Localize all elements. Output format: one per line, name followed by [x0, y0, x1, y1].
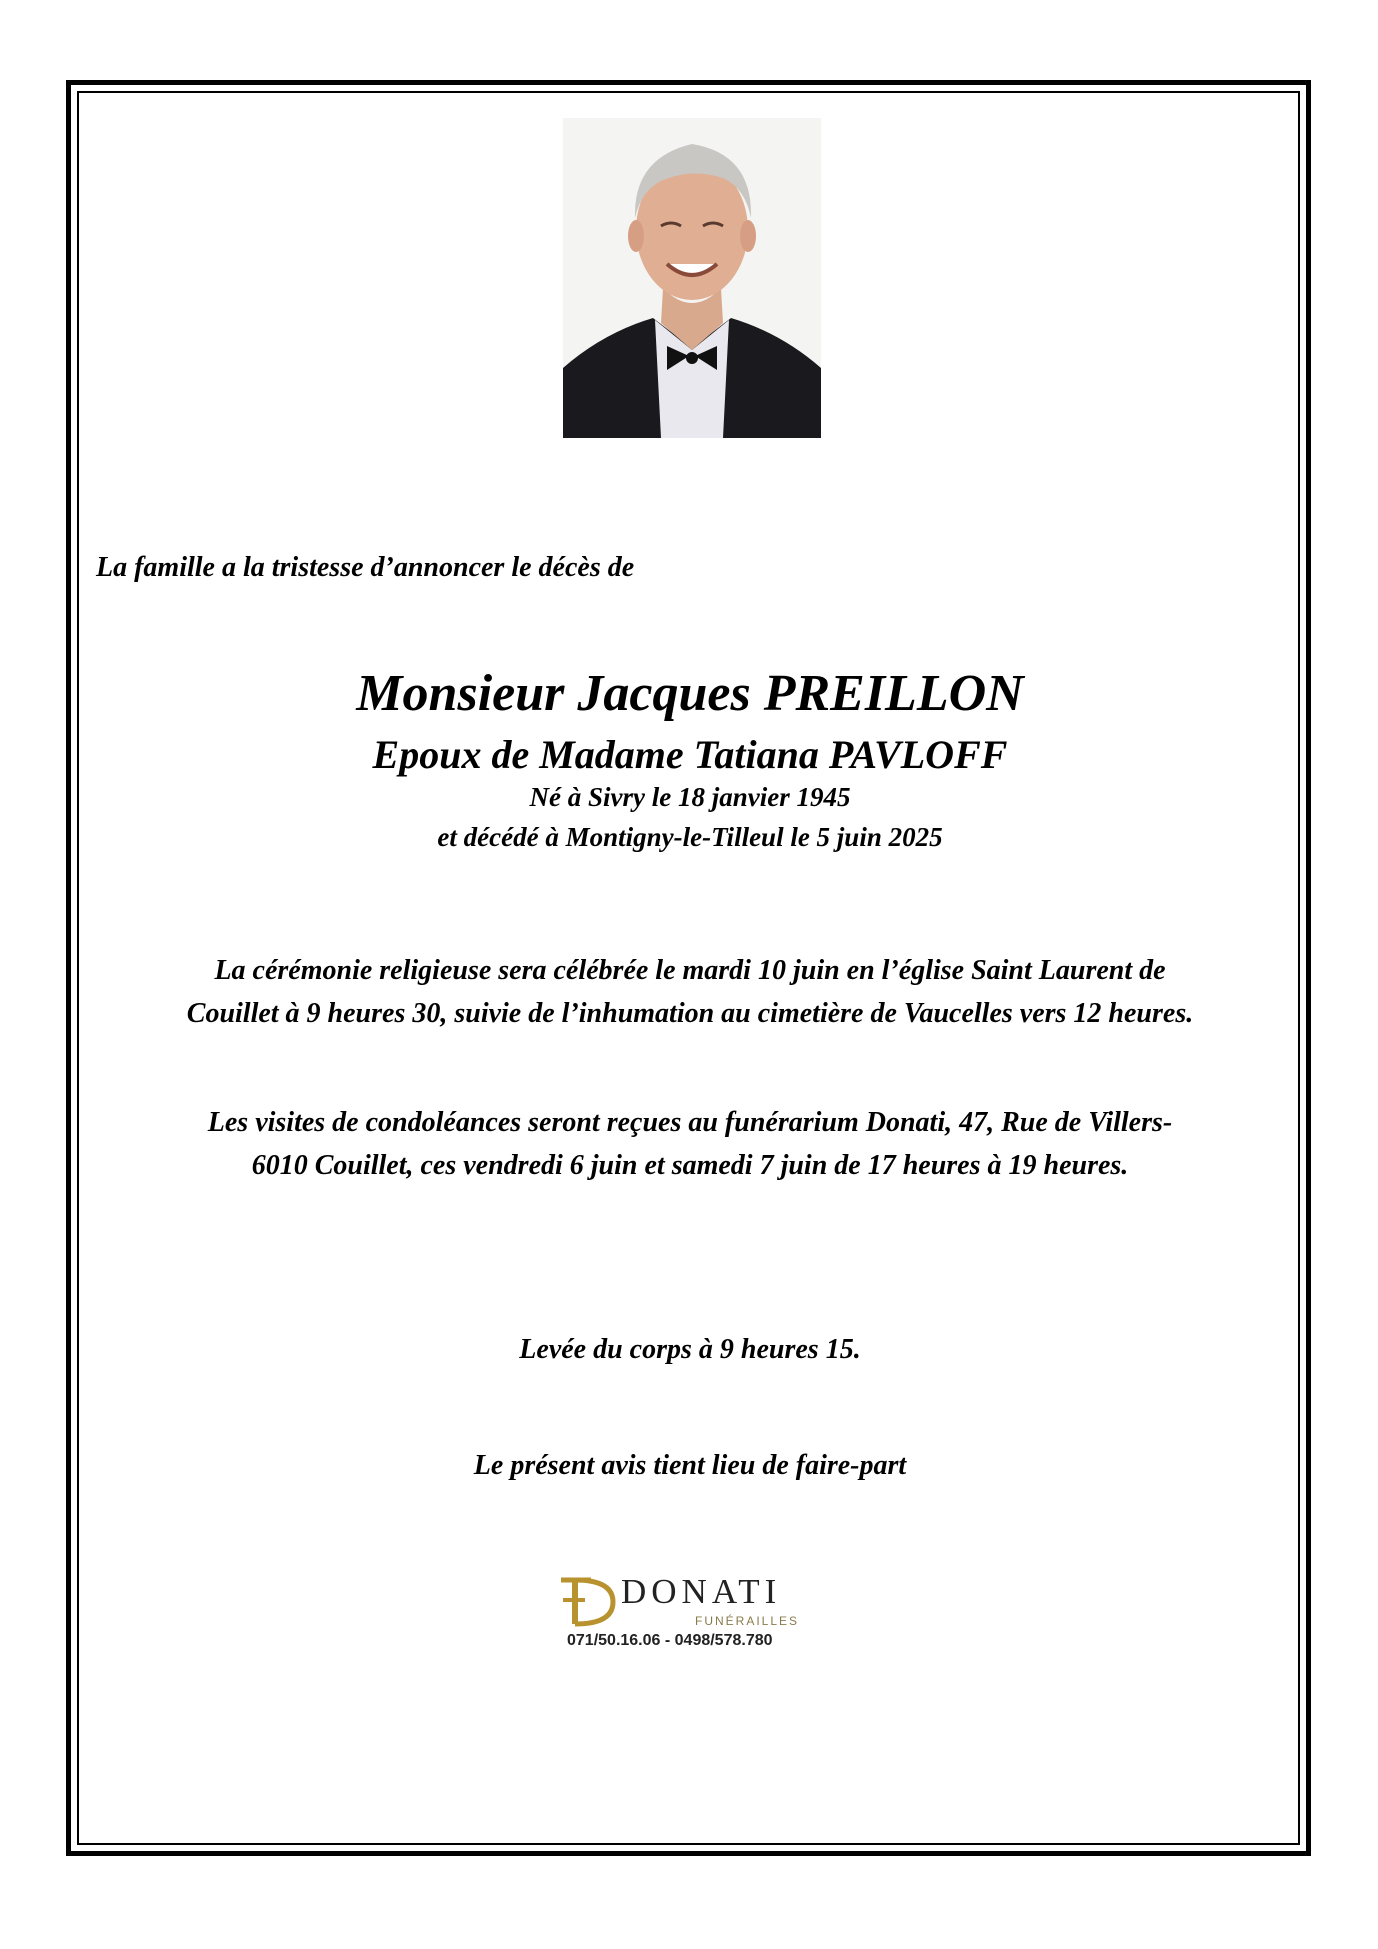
ceremony-line-2: Couillet à 9 heures 30, suivie de l’inhumation au cimetière de Vaucelles vers 12 heures. [186, 998, 1194, 1029]
levee-text: Levée du corps à 9 heures 15. [519, 1334, 861, 1365]
ceremony-line-1: La cérémonie religieuse sera célébrée le mardi 10 juin en l’église Saint Laurent de [214, 955, 1166, 986]
visits-line-1: Les visites de condoléances seront reçues au funérarium Donati, 47, Rue de Villers- [207, 1107, 1173, 1138]
logo-subtitle: FUNÉRAILLES [695, 1614, 800, 1628]
notice-text: Le présent avis tient lieu de faire-part [473, 1450, 907, 1481]
logo-name: DONATI [621, 1572, 782, 1611]
logo-phone-numbers: 071/50.16.06 - 0498/578.780 [567, 1632, 773, 1649]
portrait-photo [563, 118, 821, 438]
birth-line: Né à Sivry le 18 janvier 1945 [529, 782, 851, 812]
visits-line-2: 6010 Couillet, ces vendredi 6 juin et samedi 7 juin de 17 heures à 19 heures. [251, 1150, 1129, 1181]
spouse-line: Epoux de Madame Tatiana PAVLOFF [372, 732, 1008, 777]
death-line: et décédé à Montigny-le-Tilleul le 5 juin 2025 [437, 822, 943, 852]
intro-text: La famille a la tristesse d’annoncer le décès de [96, 552, 635, 583]
donati-logo [555, 1570, 825, 1662]
deceased-name: Monsieur Jacques PREILLON [356, 665, 1024, 722]
donati-monogram-icon [555, 1574, 617, 1630]
